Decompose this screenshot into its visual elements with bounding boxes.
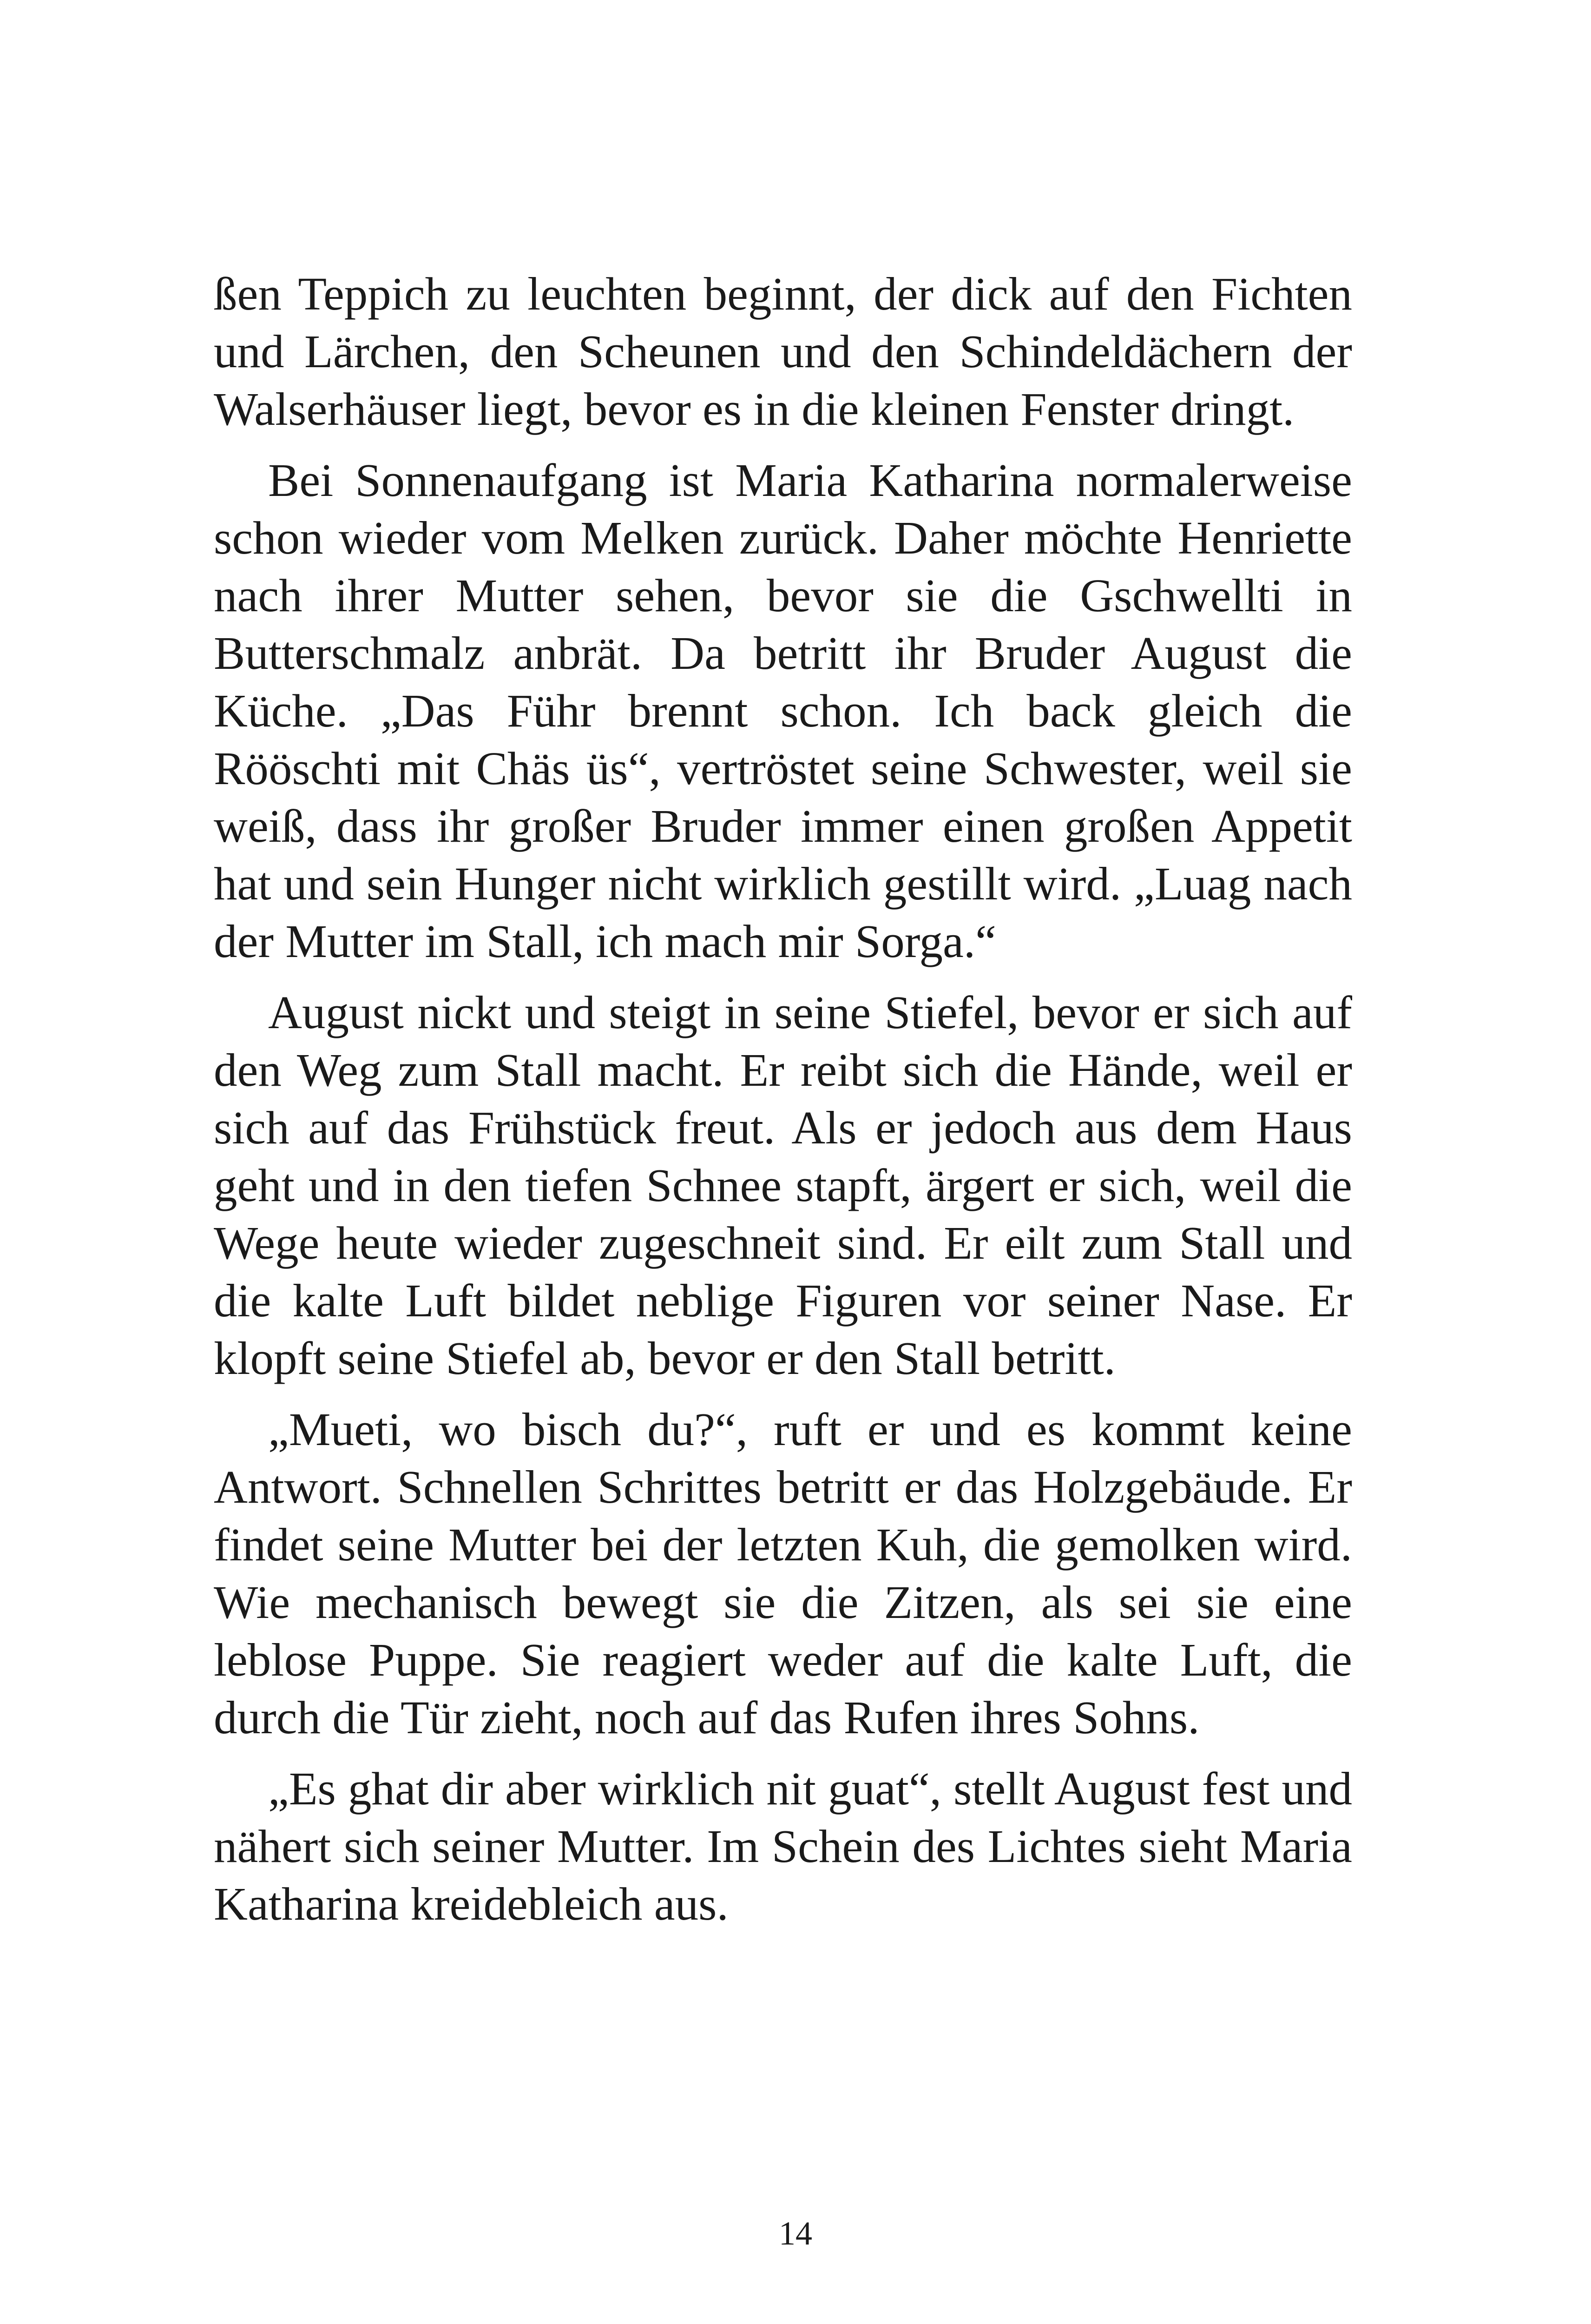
paragraph-3: August nickt und steigt in seine Stiefel, bevor er sich auf den Weg zum Stall macht. Er reibt sich die Hände, weil er sich auf das Frühstück freut. Als er jedoch aus dem Haus geht und in den tiefen Schnee stapft, ärgert er sich, weil die Wege heute wieder zugeschneit sind. Er eilt zum Stall und die kalte Luft bildet neblige Figuren vor seiner Nase. Er klopft seine Stiefel ab, bevor er den Stall betritt.: [214, 986, 1352, 1384]
paragraph-2: Bei Sonnenaufgang ist Maria Katharina normalerweise schon wieder vom Melken zurück. Daher möchte Henriette nach ihrer Mutter sehen, bevor sie die Gschwellti in Butterschmalz anbrät. Da betritt ihr Bruder August die Küche. „Das Führ brennt schon. Ich back gleich die Rööschti mit Chäs üs“, vertröstet seine Schwester, weil sie weiß, dass ihr großer Bruder immer einen großen Appetit hat und sein Hunger nicht wirklich gestillt wird. „Luag nach der Mutter im Stall, ich mach mir Sorga.“: [214, 454, 1352, 967]
page-number: 14: [779, 2215, 812, 2252]
body-text: [214, 265, 1352, 1946]
paragraph-1: ßen Teppich zu leuchten beginnt, der dick auf den Fichten und Lärchen, den Scheunen und den Schindeldächern der Walserhäuser liegt, bevor es in die kleinen Fenster dringt.: [214, 268, 1352, 435]
paragraph-4: „Mueti, wo bisch du?“, ruft er und es kommt keine Antwort. Schnellen Schrittes betritt er das Holzgebäude. Er findet seine Mutter bei der letzten Kuh, die gemolken wird. Wie mechanisch bewegt sie die Zitzen, als sei sie eine leblose Puppe. Sie reagiert weder auf die kalte Luft, die durch die Tür zieht, noch auf das Rufen ihres Sohns.: [214, 1403, 1352, 1743]
paragraph-5: „Es ghat dir aber wirklich nit guat“, stellt August fest und nähert sich seiner Mutter. Im Schein des Lichtes sieht Maria Katharina kreidebleich aus.: [214, 1763, 1352, 1930]
